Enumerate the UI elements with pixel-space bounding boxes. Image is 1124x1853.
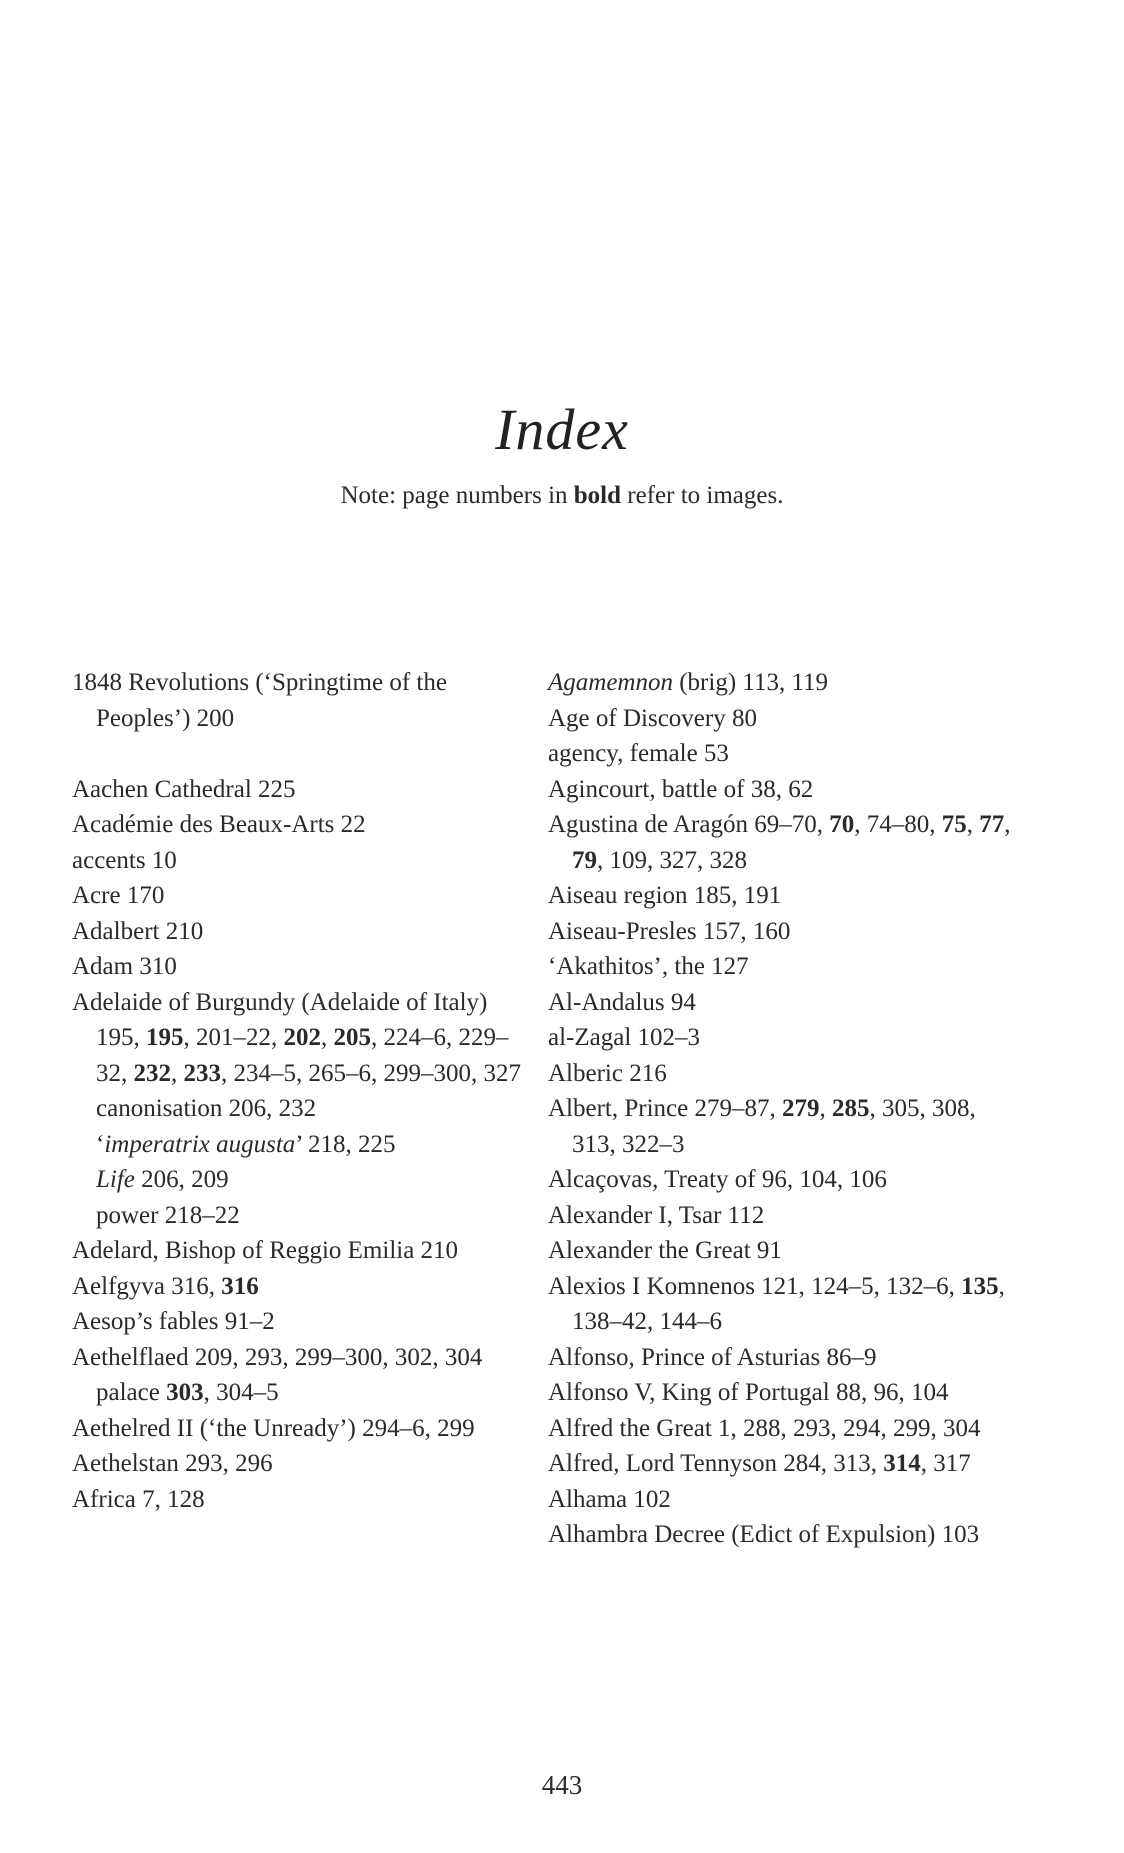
bold-page-ref: 314 xyxy=(883,1450,921,1477)
index-entry xyxy=(72,1269,532,1305)
entry-text: Alberic 216 xyxy=(548,1059,667,1087)
entry-text: Aelfgyva 316, xyxy=(72,1272,222,1300)
index-entry xyxy=(548,1162,1018,1198)
index-entry xyxy=(72,949,532,985)
index-entry xyxy=(72,1340,532,1376)
italic-text: imperatrix augusta xyxy=(104,1130,296,1158)
bold-page-ref: 279 xyxy=(781,1095,820,1122)
index-subentry xyxy=(72,1162,532,1198)
index-entry xyxy=(548,665,1018,701)
entry-text: Alfonso V, King of Portugal 88, 96, 104 xyxy=(548,1379,949,1406)
index-entry xyxy=(548,1091,1018,1162)
entry-text: Alexios I Komnenos 121, 124–5, 132–6, xyxy=(548,1272,962,1300)
index-subentry xyxy=(72,1091,532,1127)
entry-text: , 138–42, 144–6 xyxy=(572,1272,1005,1335)
entry-text: Adelaide of Burgundy (Adelaide of Italy) 195, xyxy=(72,988,488,1051)
entry-text: Age of Discovery 80 xyxy=(548,704,757,732)
bold-page-ref: 233 xyxy=(183,1059,221,1087)
entry-text: Adelard, Bishop of Reggio Emilia 210 xyxy=(72,1237,459,1264)
entry-text: ‘Akathitos’, the 127 xyxy=(548,953,749,980)
index-entry xyxy=(548,1233,1018,1269)
bold-page-ref: 202 xyxy=(283,1024,321,1051)
entry-text: 1848 Revolutions (‘Springtime of the Peoples’) 200 xyxy=(72,669,447,732)
index-entry xyxy=(548,949,1018,985)
index-entry xyxy=(548,736,1018,772)
entry-text: Adam 310 xyxy=(72,953,177,980)
index-entry xyxy=(548,1517,1018,1553)
index-entry xyxy=(72,1304,532,1340)
entry-text: Albert, Prince 279–87, xyxy=(548,1095,782,1122)
entry-text: , 201–22, xyxy=(183,1024,284,1051)
index-entry xyxy=(72,665,532,736)
entry-text: accents 10 xyxy=(72,846,177,874)
entry-text: , 74–80, xyxy=(854,811,942,838)
entry-text: Alexander I, Tsar 112 xyxy=(548,1201,765,1229)
entry-text: Al-Andalus 94 xyxy=(548,988,696,1016)
entry-text: Aesop’s fables 91–2 xyxy=(72,1308,275,1335)
bold-page-ref: 135 xyxy=(961,1272,999,1300)
index-entry xyxy=(72,985,532,1092)
bold-page-ref: 79 xyxy=(572,846,597,874)
entry-text: Alcaçovas, Treaty of 96, 104, 106 xyxy=(548,1166,887,1193)
index-entry xyxy=(72,878,532,914)
entry-text: palace xyxy=(96,1379,167,1406)
bold-page-ref: 285 xyxy=(831,1095,870,1122)
entry-text: Alfred the Great 1, 288, 293, 294, 299, 304 xyxy=(548,1414,981,1442)
index-entry xyxy=(548,1411,1018,1447)
entry-text: , xyxy=(171,1059,184,1087)
entry-text: Alfonso, Prince of Asturias 86–9 xyxy=(548,1343,877,1371)
index-note xyxy=(0,480,1124,512)
index-entry xyxy=(548,701,1018,737)
index-note-text-end: refer to images. xyxy=(621,482,784,509)
index-entry xyxy=(72,843,532,879)
index-entry xyxy=(72,1411,532,1447)
index-subentry xyxy=(72,1127,532,1163)
bold-page-ref: 75 xyxy=(941,811,967,838)
index-entry xyxy=(548,1375,1018,1411)
entry-text: , xyxy=(1004,811,1011,838)
index-entry xyxy=(548,914,1018,950)
entry-text: ‘ xyxy=(96,1130,105,1158)
italic-text: Life xyxy=(96,1166,135,1193)
bold-page-ref: 70 xyxy=(829,811,855,838)
entry-text: al-Zagal 102–3 xyxy=(548,1024,701,1051)
bold-page-ref: 316 xyxy=(221,1272,259,1300)
page-title: Index xyxy=(495,397,629,462)
entry-text: Aethelred II (‘the Unready’) 294–6, 299 xyxy=(72,1414,475,1442)
index-subentry xyxy=(72,1375,532,1411)
entry-text: Alhama 102 xyxy=(548,1485,671,1513)
index-entry xyxy=(72,1233,532,1269)
entry-text: Aachen Cathedral 225 xyxy=(72,775,296,803)
entry-text: Alhambra Decree (Edict of Expulsion) 103 xyxy=(548,1521,980,1548)
entry-text: , xyxy=(321,1024,334,1051)
entry-text: Académie des Beaux-Arts 22 xyxy=(72,811,366,838)
entry-text: 206, 209 xyxy=(134,1166,229,1193)
entry-text: , 304–5 xyxy=(203,1379,279,1406)
index-column-left xyxy=(72,665,532,1517)
entry-text: Aiseau-Presles 157, 160 xyxy=(548,917,791,945)
entry-text: canonisation 206, 232 xyxy=(96,1095,317,1122)
entry-text: Agincourt, battle of 38, 62 xyxy=(548,775,814,803)
entry-text: Alexander the Great 91 xyxy=(548,1237,782,1264)
italic-text: Agamemnon xyxy=(548,669,673,696)
entry-text: Aethelstan 293, 296 xyxy=(72,1450,273,1477)
entry-spacer xyxy=(72,736,532,772)
index-entry xyxy=(548,985,1018,1021)
index-note-bold-word: bold xyxy=(573,482,622,509)
entry-text: , 109, 327, 328 xyxy=(597,846,747,874)
index-note-text: Note: page numbers in xyxy=(340,482,574,509)
entry-text: , 317 xyxy=(920,1450,971,1477)
entry-text: Africa 7, 128 xyxy=(72,1485,205,1513)
entry-text: , xyxy=(819,1095,832,1122)
index-entry xyxy=(72,772,532,808)
entry-text: , 224–6, 229–32, xyxy=(96,1024,509,1087)
index-entry xyxy=(72,1446,532,1482)
bold-page-ref: 195 xyxy=(146,1024,184,1051)
entry-text: agency, female 53 xyxy=(548,740,729,767)
index-entry xyxy=(548,1269,1018,1340)
entry-text: power 218–22 xyxy=(96,1201,240,1229)
index-entry xyxy=(72,807,532,843)
index-entry xyxy=(548,807,1018,878)
index-entry xyxy=(548,1482,1018,1518)
index-entry xyxy=(548,1340,1018,1376)
entry-text: Aethelflaed 209, 293, 299–300, 302, 304 xyxy=(72,1343,483,1371)
index-column-right xyxy=(548,665,1018,1553)
entry-text: Adalbert 210 xyxy=(72,917,204,945)
entry-text: Acre 170 xyxy=(72,882,165,909)
index-entry xyxy=(72,914,532,950)
page-number: 443 xyxy=(541,1770,583,1800)
bold-page-ref: 232 xyxy=(133,1059,171,1087)
entry-text: ’ 218, 225 xyxy=(295,1130,396,1158)
entry-text: Agustina de Aragón 69–70, xyxy=(548,811,830,838)
index-entry xyxy=(548,1446,1018,1482)
entry-text: Aiseau region 185, 191 xyxy=(548,882,782,909)
index-entry xyxy=(548,772,1018,808)
entry-text: , 305, 308, 313, 322–3 xyxy=(572,1095,976,1158)
entry-text: Alfred, Lord Tennyson 284, 313, xyxy=(548,1450,884,1477)
index-entry xyxy=(72,1482,532,1518)
entry-text: (brig) 113, 119 xyxy=(672,669,829,696)
bold-page-ref: 303 xyxy=(166,1379,204,1406)
index-entry xyxy=(548,1020,1018,1056)
bold-page-ref: 205 xyxy=(333,1024,371,1051)
entry-text: , xyxy=(966,811,980,838)
entry-text: , 234–5, 265–6, 299–300, 327 xyxy=(221,1059,521,1087)
index-subentry xyxy=(72,1198,532,1234)
index-entry xyxy=(548,878,1018,914)
index-entry xyxy=(548,1198,1018,1234)
index-entry xyxy=(548,1056,1018,1092)
bold-page-ref: 77 xyxy=(979,811,1005,838)
